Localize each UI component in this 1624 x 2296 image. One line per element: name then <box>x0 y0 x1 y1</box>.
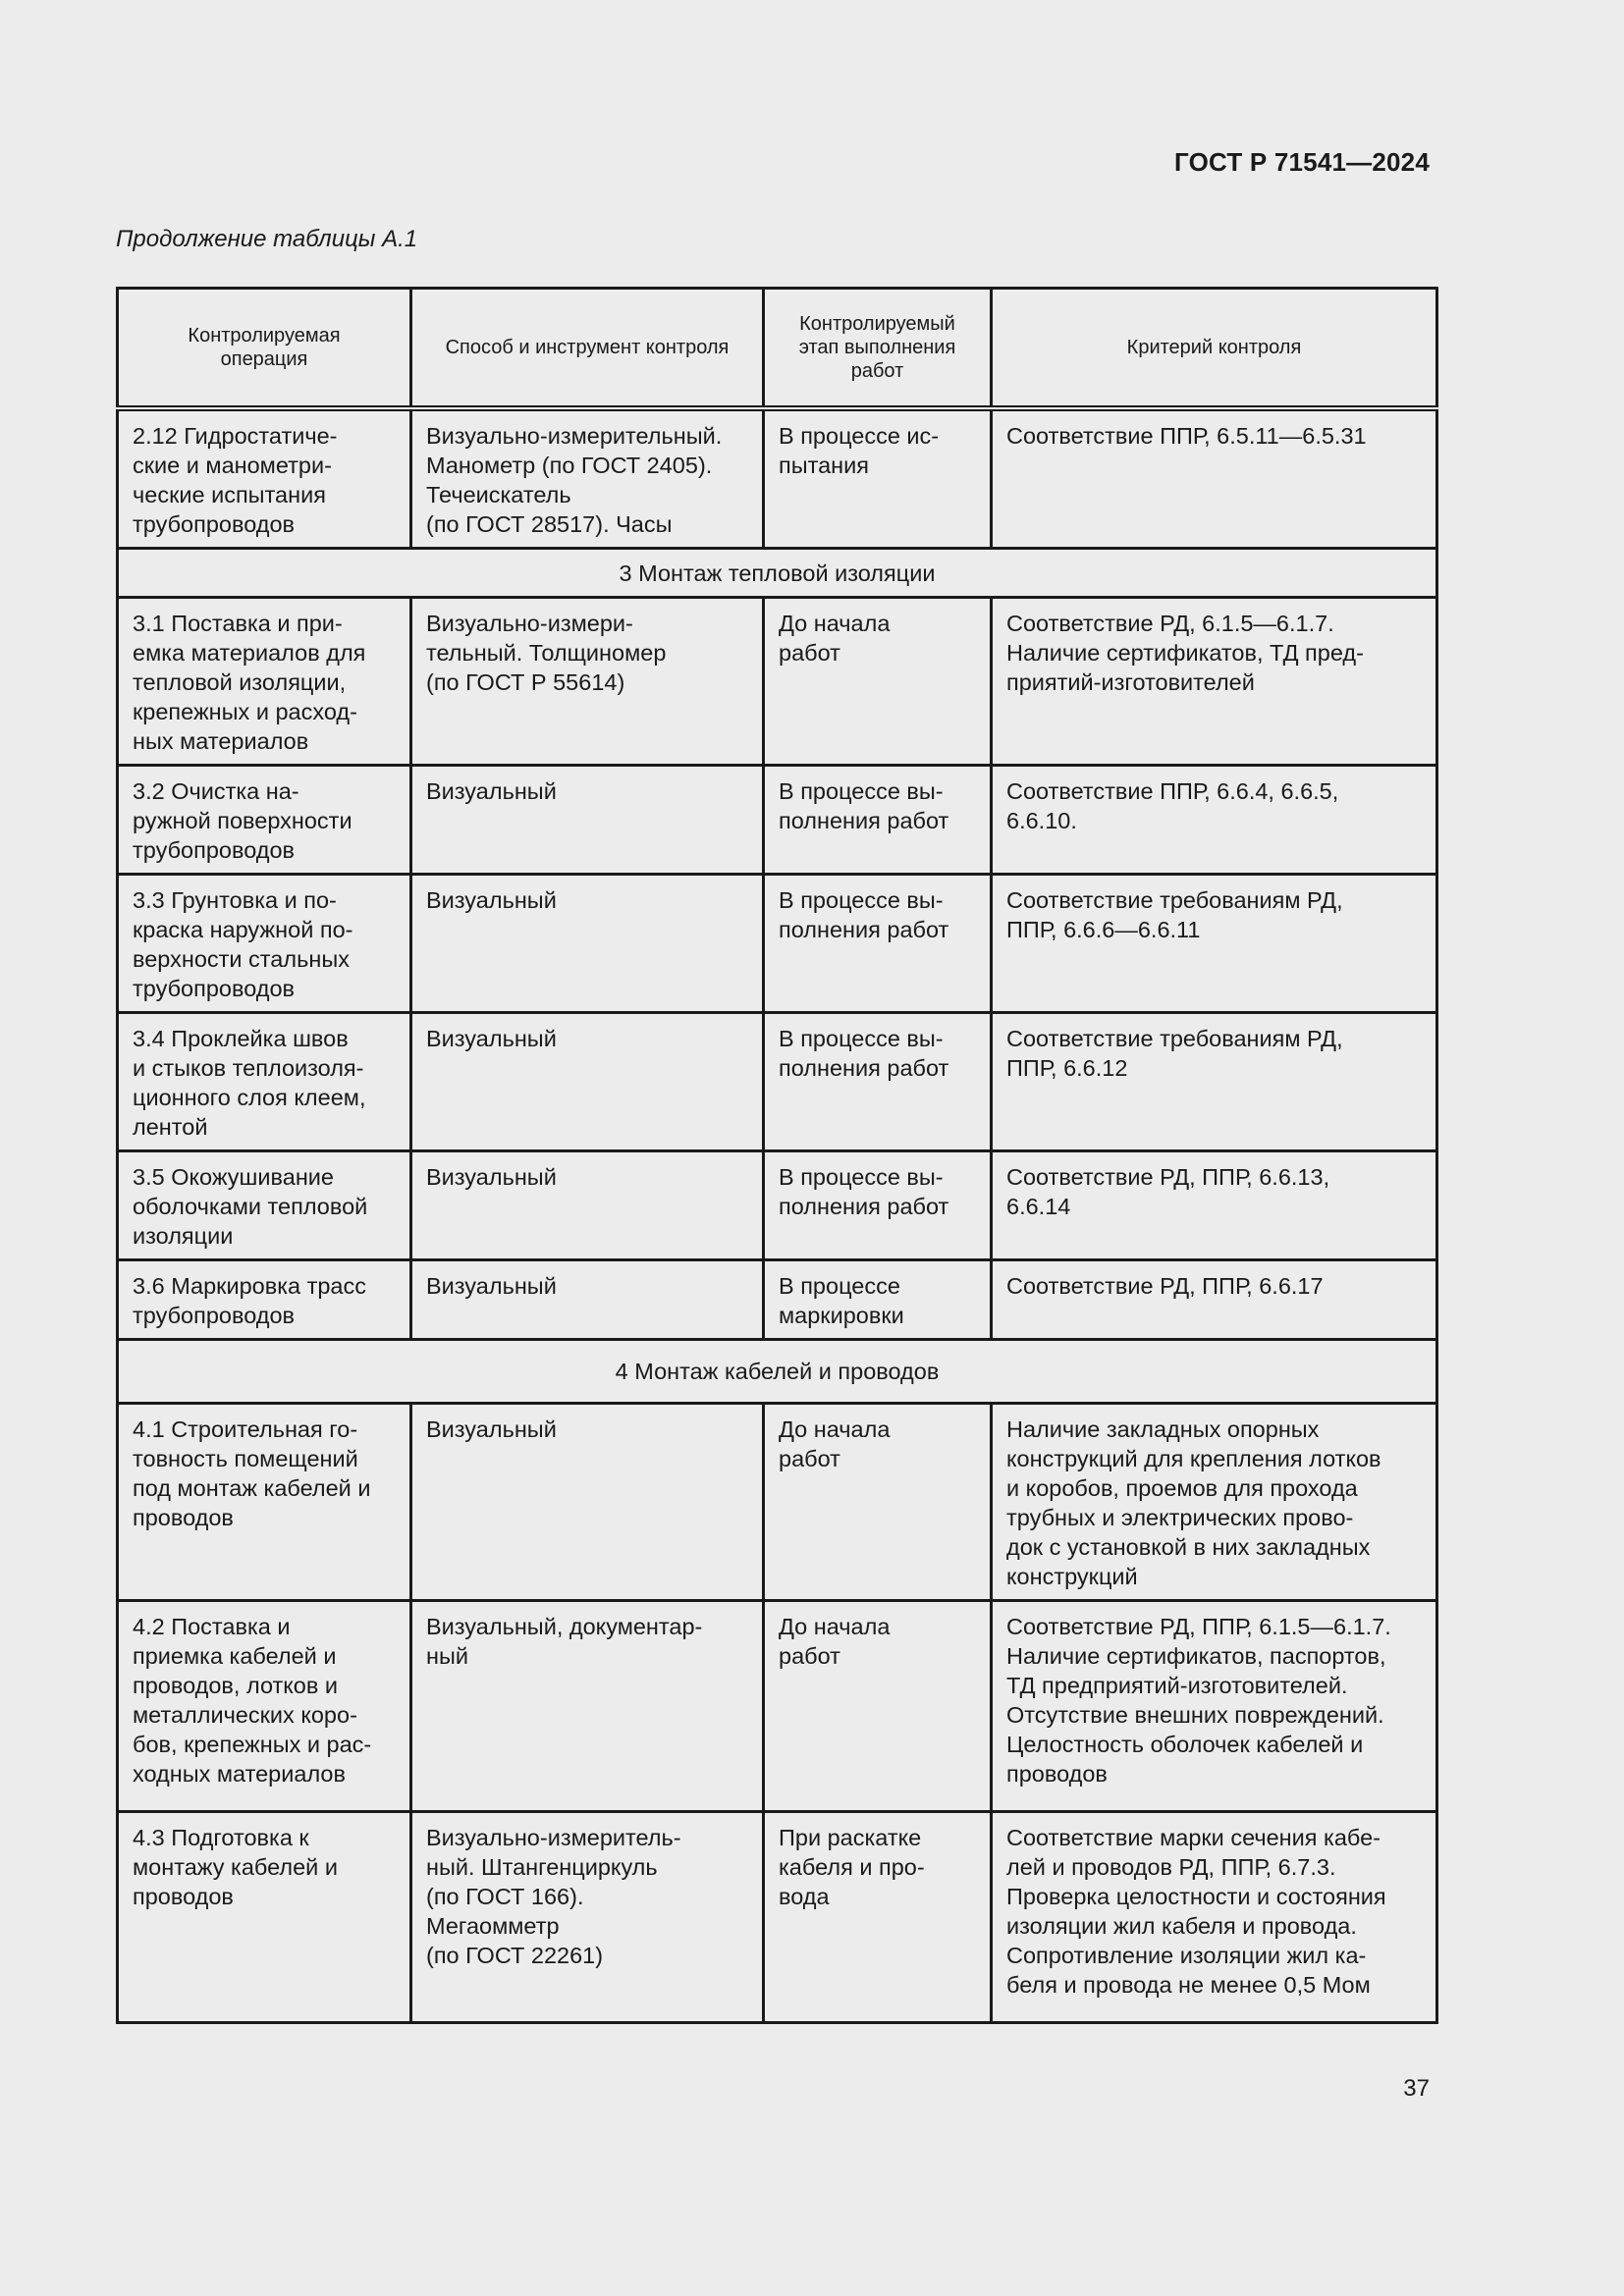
operation-cell-line: ские и манометри- <box>133 453 332 478</box>
operation-cell-line: ходных материалов <box>133 1761 346 1787</box>
stage-cell-line: В процессе вы- <box>779 1164 944 1190</box>
operation-cell <box>118 1601 411 1812</box>
operation-cell <box>118 598 411 766</box>
operation-cell-line: проводов <box>133 1884 234 1909</box>
operation-cell-line: бов, крепежных и рас- <box>133 1732 372 1757</box>
operation-cell <box>118 766 411 875</box>
stage-cell-line: В процессе <box>779 1273 900 1299</box>
criterion-cell-line: Отсутствие внешних повреждений. <box>1006 1702 1384 1728</box>
criterion-cell-line: Соответствие РД, 6.1.5—6.1.7. <box>1006 611 1334 636</box>
operation-cell-line: проводов <box>133 1505 234 1530</box>
operation-cell-line: 2.12 Гидростатиче- <box>133 423 338 449</box>
criterion-cell-line: трубных и электрических прово- <box>1006 1505 1354 1530</box>
method-cell-line: ный. Штангенциркуль <box>426 1854 658 1880</box>
table-row <box>118 1151 1437 1260</box>
criterion-cell-line: ППР, 6.6.6—6.6.11 <box>1006 917 1201 942</box>
stage-cell-line: полнения работ <box>779 1055 949 1081</box>
criterion-cell-line: Наличие сертификатов, ТД пред- <box>1006 640 1364 666</box>
standard-code: ГОСТ Р 71541—2024 <box>1174 147 1430 177</box>
stage-cell-line: работ <box>779 1643 840 1669</box>
criterion-cell <box>992 408 1437 549</box>
stage-cell-line: При раскатке <box>779 1825 922 1850</box>
table-row <box>118 598 1437 766</box>
operation-cell-line: ружной поверхности <box>133 808 352 833</box>
criterion-cell-line: Соответствие РД, ППР, 6.6.13, <box>1006 1164 1330 1190</box>
method-cell <box>411 1013 764 1151</box>
stage-cell-line: В процессе вы- <box>779 1026 944 1051</box>
method-cell <box>411 1404 764 1601</box>
column-header <box>411 289 764 409</box>
criterion-cell-line: Наличие сертификатов, паспортов, <box>1006 1643 1386 1669</box>
operation-cell-line: приемка кабелей и <box>133 1643 337 1669</box>
operation-cell-line: товность помещений <box>133 1446 358 1471</box>
method-cell <box>411 408 764 549</box>
stage-cell <box>764 1013 992 1151</box>
stage-cell-line: работ <box>779 640 840 666</box>
stage-cell-line: До начала <box>779 611 891 636</box>
table-body <box>118 408 1437 2023</box>
operation-cell <box>118 408 411 549</box>
method-cell-line: (по ГОСТ 166). <box>426 1884 584 1909</box>
stage-cell <box>764 1260 992 1340</box>
method-cell-line: Визуальный <box>426 778 557 804</box>
operation-cell-line: и стыков теплоизоля- <box>133 1055 364 1081</box>
section-title: 4 Монтаж кабелей и проводов <box>118 1340 1437 1404</box>
method-cell-line: Визуально-измери- <box>426 611 633 636</box>
operation-cell-line: крепежных и расход- <box>133 699 357 724</box>
criterion-cell-line: лей и проводов РД, ППР, 6.7.3. <box>1006 1854 1336 1880</box>
operation-cell-line: 3.4 Проклейка швов <box>133 1026 349 1051</box>
operation-cell <box>118 875 411 1013</box>
stage-cell-line: полнения работ <box>779 917 949 942</box>
operation-cell-line: 4.3 Подготовка к <box>133 1825 309 1850</box>
column-header <box>764 289 992 409</box>
criterion-cell-line: Соответствие марки сечения кабе- <box>1006 1825 1380 1850</box>
column-header-line: Контролируемая <box>188 325 341 347</box>
criterion-cell-line: Соответствие ППР, 6.6.4, 6.6.5, <box>1006 778 1339 804</box>
table-row <box>118 1260 1437 1340</box>
criterion-cell-line: Соответствие РД, ППР, 6.6.17 <box>1006 1273 1324 1299</box>
stage-cell-line: полнения работ <box>779 1194 949 1219</box>
method-cell-line: Визуальный <box>426 1026 557 1051</box>
stage-cell <box>764 1601 992 1812</box>
operation-cell-line: трубопроводов <box>133 1303 296 1328</box>
operation-cell-line: верхности стальных <box>133 946 350 972</box>
stage-cell-line: В процессе вы- <box>779 887 944 913</box>
page-number: 37 <box>1403 2075 1430 2102</box>
criterion-cell-line: ППР, 6.6.12 <box>1006 1055 1128 1081</box>
operation-cell <box>118 1260 411 1340</box>
column-header-line: Контролируемый <box>799 313 955 335</box>
column-header-line: Способ и инструмент контроля <box>445 337 730 358</box>
method-cell <box>411 598 764 766</box>
stage-cell <box>764 1812 992 2023</box>
criterion-cell <box>992 1404 1437 1601</box>
criterion-cell-line: Соответствие ППР, 6.5.11—6.5.31 <box>1006 423 1367 449</box>
table-row <box>118 766 1437 875</box>
criterion-cell-line: приятий-изготовителей <box>1006 669 1255 695</box>
criterion-cell-line: и коробов, проемов для прохода <box>1006 1475 1358 1501</box>
stage-cell-line: кабеля и про- <box>779 1854 925 1880</box>
method-cell-line: Мегаомметр <box>426 1913 560 1939</box>
operation-cell-line: металлических коро- <box>133 1702 357 1728</box>
criterion-cell <box>992 1601 1437 1812</box>
method-cell-line: Визуальный <box>426 1164 557 1190</box>
method-cell-line: тельный. Толщиномер <box>426 640 667 666</box>
criterion-cell-line: беля и провода не менее 0,5 Мом <box>1006 1972 1371 1998</box>
operation-cell-line: проводов, лотков и <box>133 1673 339 1698</box>
criterion-cell-line: Соответствие требованиям РД, <box>1006 887 1343 913</box>
criterion-cell-line: Наличие закладных опорных <box>1006 1416 1320 1442</box>
criterion-cell-line: Сопротивление изоляции жил ка- <box>1006 1943 1367 1968</box>
stage-cell-line: маркировки <box>779 1303 904 1328</box>
operation-cell-line: ческие испытания <box>133 482 326 507</box>
criterion-cell <box>992 875 1437 1013</box>
table-header-row <box>118 289 1437 409</box>
method-cell-line: ный <box>426 1643 468 1669</box>
operation-cell-line: 3.6 Маркировка трасс <box>133 1273 367 1299</box>
method-cell-line: Визуальный, документар- <box>426 1614 703 1639</box>
criterion-cell-line: док с установкой в них закладных <box>1006 1534 1371 1560</box>
criterion-cell-line: Соответствие РД, ППР, 6.1.5—6.1.7. <box>1006 1614 1391 1639</box>
stage-cell-line: В процессе ис- <box>779 423 940 449</box>
stage-cell-line: В процессе вы- <box>779 778 944 804</box>
criterion-cell-line: конструкций для крепления лотков <box>1006 1446 1381 1471</box>
stage-cell-line: полнения работ <box>779 808 949 833</box>
column-header-line: работ <box>850 360 904 382</box>
stage-cell-line: До начала <box>779 1416 891 1442</box>
column-header <box>992 289 1437 409</box>
column-header-line: этап выполнения <box>798 337 956 358</box>
operation-cell <box>118 1404 411 1601</box>
criterion-cell-line: конструкций <box>1006 1564 1138 1589</box>
operation-cell-line: 4.2 Поставка и <box>133 1614 291 1639</box>
operation-cell-line: 3.3 Грунтовка и по- <box>133 887 337 913</box>
operation-cell <box>118 1812 411 2023</box>
table-row <box>118 408 1437 549</box>
control-table <box>116 287 1438 2024</box>
stage-cell <box>764 598 992 766</box>
operation-cell-line: ных материалов <box>133 728 309 754</box>
criterion-cell <box>992 1812 1437 2023</box>
operation-cell-line: трубопроводов <box>133 837 296 863</box>
operation-cell-line: трубопроводов <box>133 511 296 537</box>
method-cell-line: Визуально-измеритель- <box>426 1825 681 1850</box>
stage-cell <box>764 766 992 875</box>
operation-cell-line: оболочками тепловой <box>133 1194 368 1219</box>
method-cell-line: (по ГОСТ 28517). Часы <box>426 511 673 537</box>
criterion-cell-line: изоляции жил кабеля и провода. <box>1006 1913 1357 1939</box>
table-row <box>118 1404 1437 1601</box>
method-cell-line: Визуальный <box>426 1416 557 1442</box>
criterion-cell <box>992 1260 1437 1340</box>
criterion-cell <box>992 1151 1437 1260</box>
criterion-cell-line: Целостность оболочек кабелей и <box>1006 1732 1364 1757</box>
stage-cell-line: пытания <box>779 453 870 478</box>
criterion-cell-line: ТД предприятий-изготовителей. <box>1006 1673 1348 1698</box>
stage-cell <box>764 1151 992 1260</box>
table-row <box>118 1013 1437 1151</box>
criterion-cell-line: 6.6.10. <box>1006 808 1077 833</box>
table-row <box>118 875 1437 1013</box>
operation-cell-line: ционного слоя клеем, <box>133 1085 366 1110</box>
operation-cell <box>118 1013 411 1151</box>
operation-cell-line: лентой <box>133 1114 208 1140</box>
operation-cell <box>118 1151 411 1260</box>
operation-cell-line: емка материалов для <box>133 640 366 666</box>
operation-cell-line: трубопроводов <box>133 976 296 1001</box>
operation-cell-line: тепловой изоляции, <box>133 669 347 695</box>
method-cell-line: Визуально-измерительный. <box>426 423 723 449</box>
column-header-line: операция <box>220 348 308 370</box>
stage-cell <box>764 408 992 549</box>
method-cell-line: (по ГОСТ 22261) <box>426 1943 604 1968</box>
stage-cell-line: вода <box>779 1884 830 1909</box>
method-cell <box>411 1151 764 1260</box>
method-cell <box>411 1601 764 1812</box>
criterion-cell <box>992 1013 1437 1151</box>
stage-cell <box>764 875 992 1013</box>
operation-cell-line: монтажу кабелей и <box>133 1854 338 1880</box>
table-row <box>118 1601 1437 1812</box>
operation-cell-line: 3.5 Окожушивание <box>133 1164 335 1190</box>
criterion-cell-line: 6.6.14 <box>1006 1194 1071 1219</box>
table-row <box>118 1812 1437 2023</box>
criterion-cell-line: Соответствие требованиям РД, <box>1006 1026 1343 1051</box>
method-cell-line: Визуальный <box>426 1273 557 1299</box>
operation-cell-line: изоляции <box>133 1223 234 1249</box>
method-cell <box>411 1812 764 2023</box>
operation-cell-line: 4.1 Строительная го- <box>133 1416 358 1442</box>
column-header <box>118 289 411 409</box>
operation-cell-line: под монтаж кабелей и <box>133 1475 371 1501</box>
method-cell <box>411 875 764 1013</box>
method-cell-line: (по ГОСТ Р 55614) <box>426 669 625 695</box>
method-cell <box>411 766 764 875</box>
operation-cell-line: 3.1 Поставка и при- <box>133 611 343 636</box>
method-cell-line: Течеискатель <box>426 482 571 507</box>
method-cell <box>411 1260 764 1340</box>
section-title: 3 Монтаж тепловой изоляции <box>118 549 1437 598</box>
stage-cell <box>764 1404 992 1601</box>
criterion-cell-line: Проверка целостности и состояния <box>1006 1884 1386 1909</box>
column-header-line: Критерий контроля <box>1126 337 1302 358</box>
table-caption: Продолжение таблицы А.1 <box>116 226 418 252</box>
stage-cell-line: работ <box>779 1446 840 1471</box>
section-row <box>118 1340 1437 1404</box>
method-cell-line: Манометр (по ГОСТ 2405). <box>426 453 713 478</box>
method-cell-line: Визуальный <box>426 887 557 913</box>
criterion-cell-line: проводов <box>1006 1761 1108 1787</box>
stage-cell-line: До начала <box>779 1614 891 1639</box>
section-row <box>118 549 1437 598</box>
operation-cell-line: краска наружной по- <box>133 917 353 942</box>
criterion-cell <box>992 766 1437 875</box>
criterion-cell <box>992 598 1437 766</box>
operation-cell-line: 3.2 Очистка на- <box>133 778 299 804</box>
